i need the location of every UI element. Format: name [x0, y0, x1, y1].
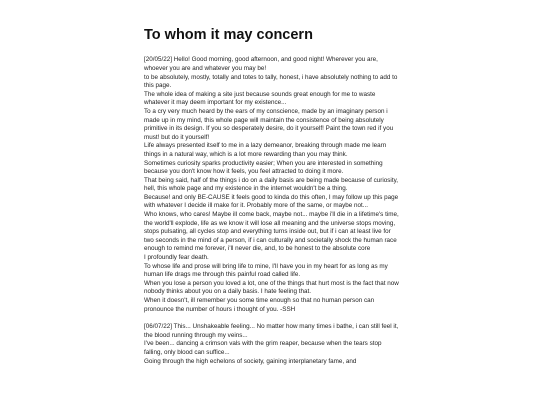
- entry-line: I profoundly fear death.: [144, 254, 209, 262]
- entry-line: Going through the high echelons of society, gaining interplanetary fame, and: [144, 357, 357, 365]
- journal-entry: [144, 56, 400, 314]
- entry-line: That being said, half of the things i do on a daily basis are being made because of curiosity, hell, this whole page and my existence in the internet wouldn't be a thing.: [144, 176, 399, 193]
- page-title: To whom it may concern: [144, 27, 313, 43]
- entry-line: Who knows, who cares! Maybe ill come back, maybe not... maybe i'll die in a lifetime's time, the world'll explode, life as we know it will lose all meaning and the universe stops moving, stops pulsating, all cycles stop and everything turns inside out, but if i can at least live for two seconds in the mind of a person, if i can culturally and societally shock the human race enough to remind me forever, i'll never die, and, to be honest to the absolute core: [144, 211, 399, 253]
- entry-line: Sometimes curiosity sparks productivity easier; When you are interested in something because you don't know how it feels, you feel attracted to doing it more.: [144, 159, 383, 176]
- entries-list: [144, 56, 400, 366]
- entry-line: [20/05/22] Hello! Good morning, good afternoon, and good night! Wherever you are, whoever you are and whatever you may be!: [144, 56, 378, 72]
- entry-line: The whole idea of making a site just because sounds great enough for me to waste whatever it may deem important for my existence...: [144, 90, 376, 107]
- entry-line: Because! and only BE-CAUSE it feels good to kinda do this often, I may follow up this page with whatever I decide ill make for it. Probably more of the same, or maybe not...: [144, 193, 399, 210]
- entry-line: To a cry very much heard by the ears of my conscience, made by an imaginary person i made up in my mind, this whole page will maintain the consistence of being absolutely primitive in its design. If you so desperately desire, do it yourself! Paint the town red if you must! but do it yourself!: [144, 107, 394, 141]
- entry-line: Life always presented itself to me in a lazy demeanor, breaking through made me learn things in a natural way, which is a lot more rewarding than you may think.: [144, 142, 387, 158]
- entry-line: [06/07/22] This... Unshakeable feeling... No matter how many times i bathe, i can still feel it, the blood running through my veins...: [144, 323, 399, 339]
- entry-line: When you lose a person you loved a lot, one of the things that hurt most is the fact that now nobody thinks about you on a daily basis. I hate feeling that.: [144, 279, 399, 296]
- entry-line: I've been... dancing a crimson vals with the grim reaper, because when the tears stop falling, only blood can suffice...: [144, 340, 382, 356]
- journal-entry: [144, 323, 400, 366]
- letter-content: [144, 27, 400, 375]
- entry-line: to be absolutely, mostly, totally and totes to tally, honest, i have absolutely nothing to add to this page.: [144, 73, 398, 90]
- entry-line: To whose life and prose will bring life to mine, I'll have you in my heart for as long as my human life drags me through this painful road called life.: [144, 262, 388, 279]
- entry-line: When it doesn't, ill remember you some time enough so that no human person can pronounce the number of hours i thought of you. -SSH: [144, 297, 375, 313]
